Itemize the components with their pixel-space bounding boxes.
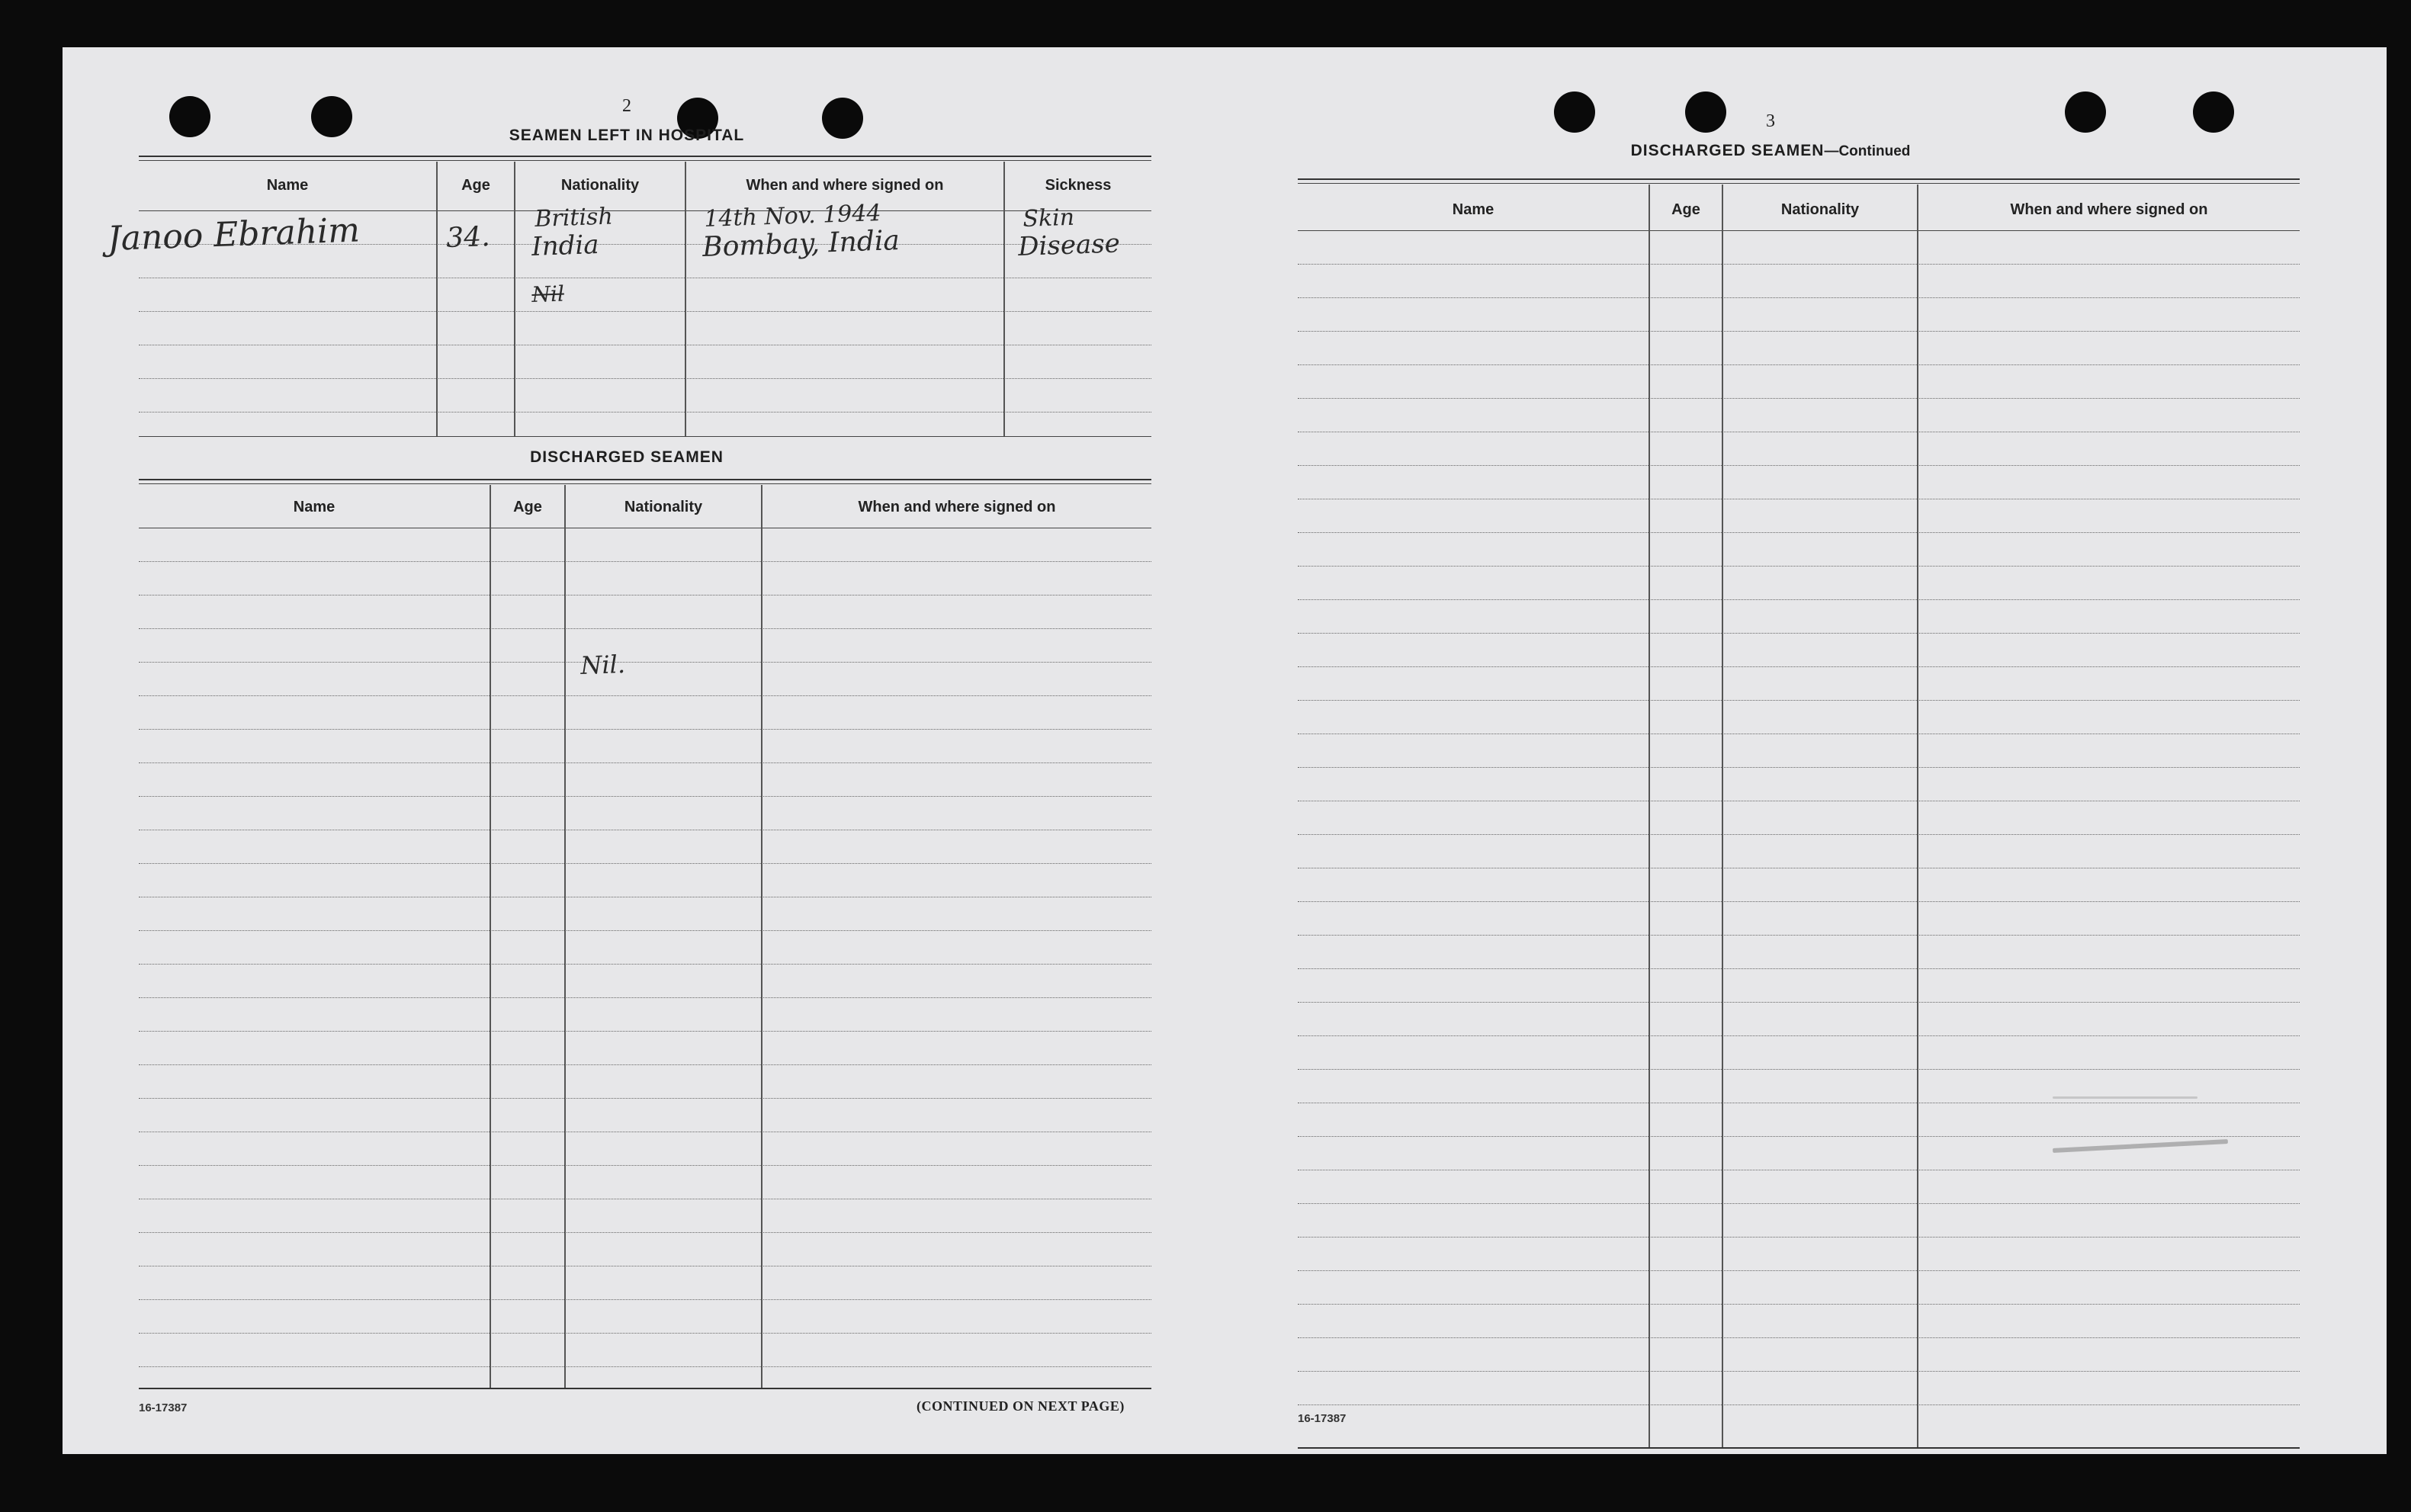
right-page — [1237, 47, 2387, 1454]
page-number: 3 — [1766, 111, 1775, 131]
entry-signed-on-line2: Bombay, India — [701, 224, 901, 263]
entry-nationality-nil: Nil. — [579, 649, 626, 680]
form-number: 16-17387 — [1298, 1412, 1347, 1425]
entry-nationality-note: Nil — [531, 281, 565, 307]
title-main: DISCHARGED SEAMEN — [1630, 142, 1825, 159]
entry-nationality-line1: British — [534, 203, 614, 233]
entry-signed-on-line1: 14th Nov. 1944 — [703, 199, 882, 233]
ink-smudge — [2053, 1139, 2228, 1153]
entry-name: Janoo Ebrahim — [107, 210, 361, 258]
column-header-age: Age — [461, 177, 490, 194]
column-header-age: Age — [513, 499, 542, 515]
document-sheet — [63, 47, 2387, 1454]
column-header-signed-on: When and where signed on — [858, 499, 1056, 515]
discharged-section-title: DISCHARGED SEAMEN — [530, 448, 724, 466]
form-number: 16-17387 — [139, 1401, 188, 1414]
column-header-signed-on: When and where signed on — [2010, 201, 2208, 218]
left-page — [63, 47, 1206, 1454]
column-header-age: Age — [1671, 201, 1700, 218]
column-header-nationality: Nationality — [560, 177, 640, 194]
column-header-nationality: Nationality — [624, 499, 703, 515]
entry-nationality-line2: India — [531, 229, 600, 262]
column-header-name: Name — [266, 177, 309, 194]
discharged-continued-title — [1527, 142, 2015, 160]
page-number: 2 — [622, 96, 631, 116]
continued-note: (CONTINUED ON NEXT PAGE) — [917, 1398, 1125, 1414]
title-suffix: —Continued — [1824, 143, 1911, 159]
column-header-sickness: Sickness — [1045, 177, 1112, 194]
entry-age: 34. — [445, 221, 491, 254]
column-header-signed-on: When and where signed on — [746, 177, 944, 194]
column-header-nationality: Nationality — [1780, 201, 1860, 218]
column-header-name: Name — [1452, 201, 1494, 218]
discharged-continued-table — [1298, 178, 2300, 1452]
ink-smudge — [2053, 1096, 2198, 1099]
discharged-table — [139, 479, 1151, 1440]
entry-sickness-line2: Disease — [1017, 228, 1121, 262]
entry-sickness-line1: Skin — [1022, 204, 1075, 233]
column-header-name: Name — [293, 499, 335, 515]
hospital-table — [107, 156, 1151, 491]
hospital-section-title: SEAMEN LEFT IN HOSPITAL — [509, 127, 745, 144]
